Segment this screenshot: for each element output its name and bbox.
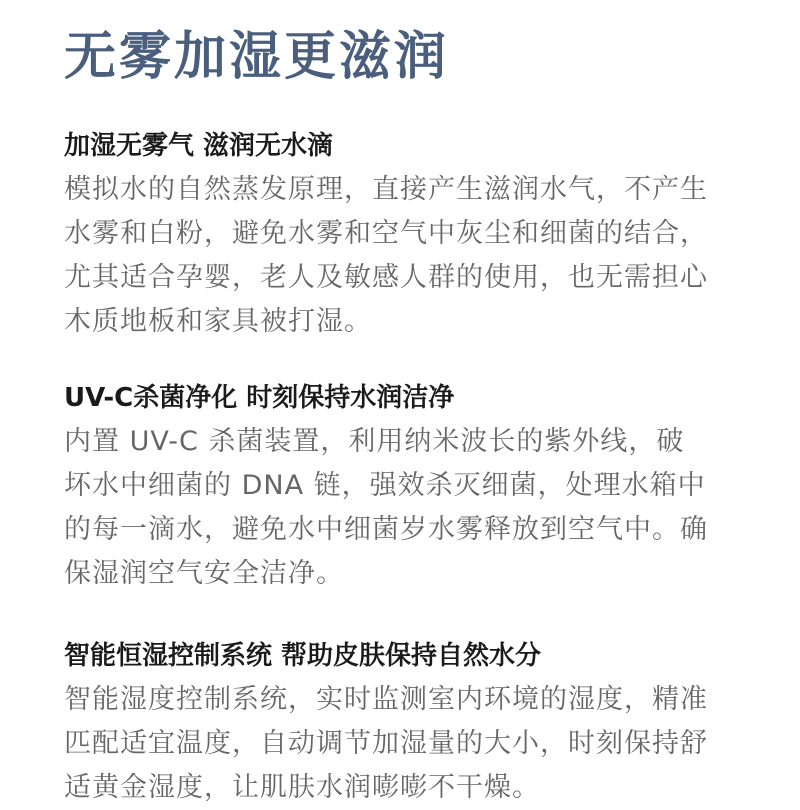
body-line: 智能湿度控制系统，实时监测室内环境的湿度，精准	[64, 684, 708, 715]
section-no-mist	[64, 126, 754, 344]
section-heading: UV-C杀菌净化 时刻保持水润洁净	[64, 383, 455, 413]
body-line: 内置 UV-C 杀菌装置，利用纳米波长的紫外线，破	[64, 426, 685, 457]
body-line: 木质地板和家具被打湿。	[64, 306, 372, 337]
section-heading: 加湿无雾气 滋润无水滴	[64, 131, 334, 161]
body-line: 适黄金湿度，让肌肤水润嘭嘭不干燥。	[64, 772, 540, 803]
section-heading: 智能恒湿控制系统 帮助皮肤保持自然水分	[64, 641, 542, 671]
body-line: 尤其适合孕婴，老人及敏感人群的使用，也无需担心	[64, 262, 708, 293]
section-smart-humidity-control	[64, 636, 754, 810]
body-line: 保湿润空气安全洁净。	[64, 558, 344, 589]
body-line: 匹配适宜温度，自动调节加湿量的大小，时刻保持舒	[64, 728, 708, 759]
section-uvc-sterilization	[64, 378, 754, 596]
body-line: 坏水中细菌的 DNA 链，强效杀灭细菌，处理水箱中	[64, 470, 706, 501]
body-line: 的每一滴水，避免水中细菌岁水雾释放到空气中。确	[64, 514, 708, 545]
page-title: 无雾加湿更滋润	[64, 27, 450, 87]
section-body	[64, 168, 754, 344]
body-line: 模拟水的自然蒸发原理，直接产生滋润水气，不产生	[64, 174, 708, 205]
section-body	[64, 678, 754, 810]
body-line: 水雾和白粉，避免水雾和空气中灰尘和细菌的结合，	[64, 218, 708, 249]
section-body	[64, 420, 754, 596]
